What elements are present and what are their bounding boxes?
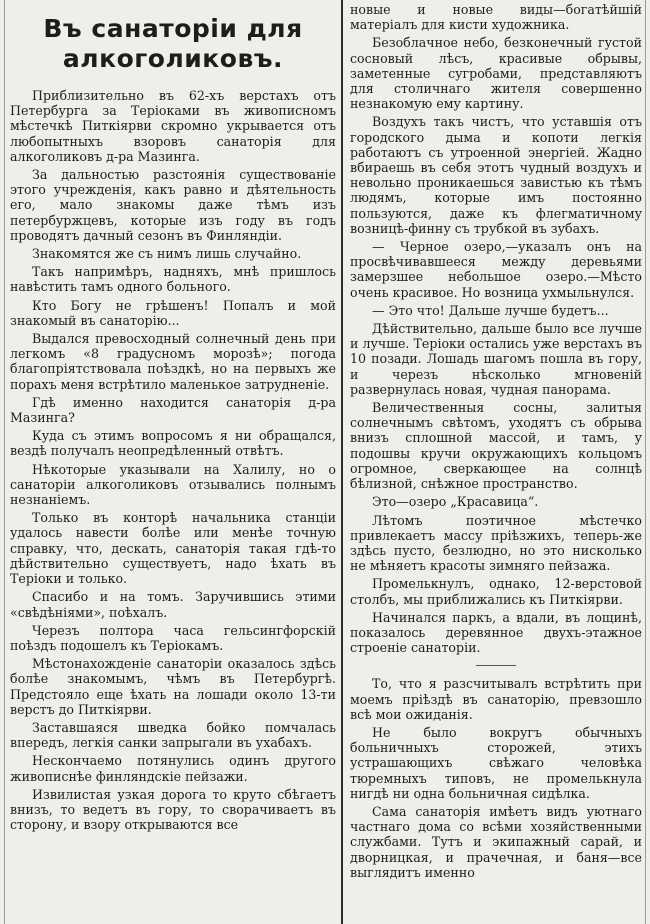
paragraph: Черезъ полтора часа гельсингфорскій поѣздъ подошелъ къ Теріокамъ. [10, 622, 336, 653]
right-column [350, 0, 642, 924]
right-continuation-text: новые и новые виды—богатѣйшій матеріалъ для кисти художника. [350, 2, 642, 33]
paragraph: — Это что! Дальше лучше будетъ... [372, 302, 609, 318]
paragraph: — Черное озеро,—указалъ онъ на просвѣчивавшееся между деревьями замерзшее небольшое озеро.—Мѣсто очень красивое. Но возница ухмыльнулся. [350, 239, 642, 300]
paragraph: Заставшаяся шведка бойко помчалась впередъ, легкія санки запрыгали въ ухабахъ. [10, 719, 336, 751]
paragraph: Сама санаторія имѣетъ видъ уютнаго частнаго дома со всѣми хозяйственными службами. Тутъ и экипажный сарай, и дворницкая, и прачечная, и баня—все выглядитъ именно [350, 803, 642, 880]
paragraph: Дѣйствительно, дальше было все лучше и лучше. Теріоки остались уже верстахъ въ 10 позади. Лошадь шагомъ пошла въ гору, и черезъ нѣсколько мгновеній развернулась новая, чудная панорама. [350, 321, 642, 397]
paragraph: Приблизительно въ 62-хъ верстахъ отъ Петербурга за Теріоками въ живописномъ мѣстечкѣ Питкіярви скромно укрывается отъ любопытныхъ взоровъ санаторія для алкоголиковъ д-ра Мазинга. [10, 88, 336, 164]
left-column-body [10, 88, 336, 832]
paragraph: Знакомятся же съ нимъ лишь случайно. [32, 246, 302, 262]
paragraph: Начинался паркъ, а вдали, въ лощинѣ, показалось деревянное двухъ-этажное строеніе санаторіи. [350, 609, 642, 656]
paragraph: Спасибо и на томъ. Заручившись этими «свѣдѣніями», поѣхалъ. [10, 589, 336, 620]
right-column-body-2 [350, 676, 642, 880]
paragraph: Величественныя сосны, залитыя солнечнымъ свѣтомъ, уходятъ съ обрыва внизъ сплошной массой, и тамъ, у подошвы кручи окружающихъ кольцомъ огромное, сверкающее на солнцѣ бѣлизной, снѣжное пространство. [350, 400, 642, 492]
paragraph: Нескончаемо потянулись одинъ другого живописнѣе финляндскіе пейзажи. [10, 753, 336, 784]
paragraph: Выдался превосходный солнечный день при легкомъ «8 градусномъ морозѣ»; погода благопріятствовала поѣздкѣ, но на первыхъ же порахъ меня встрѣтило маленькое затрудненіе. [10, 331, 336, 392]
section-separator [476, 665, 516, 666]
paragraph: Воздухъ такъ чистъ, что уставшія отъ городского дыма и копоти легкія работаютъ съ утроенной энергіей. Жадно вбираешь въ себя этотъ чудный воздухъ и невольно проникаешься завистью къ тѣмъ людямъ, которые имъ постоянно пользуются, даже къ флегматичному возницѣ-финну съ трубкой въ зубахъ. [350, 114, 642, 236]
paragraph: Не было вокругъ обычныхъ больничныхъ сторожей, этихъ устрашающихъ свѣжаго человѣка тюремныхъ типовъ, не промелькнула нигдѣ ни одна больничная сидѣлка. [350, 724, 642, 801]
paragraph: То, что я разсчитывалъ встрѣтить при моемъ пріѣздѣ въ санаторію, превзошло всѣ мои ожиданія. [350, 676, 642, 722]
paragraph: Куда съ этимъ вопросомъ я ни обращался, вездѣ получалъ неопредѣленный отвѣтъ. [10, 428, 336, 459]
column-divider [341, 0, 343, 924]
left-column [10, 0, 336, 924]
paragraph: Только въ конторѣ начальника станціи удалось навести болѣе или менѣе точную справку, что, дескать, санаторія такая гдѣ-то дѣйствительно существуетъ, надо ѣхать въ Теріоки и только. [10, 510, 336, 587]
paragraph: Это—озеро „Красавица“. [372, 494, 539, 510]
article-title: Въ санаторіи для алкоголиковъ. [43, 14, 303, 73]
right-border-rule [645, 0, 646, 924]
paragraph: Лѣтомъ поэтичное мѣстечко привлекаетъ массу пріѣзжихъ, теперь-же здѣсь пусто, безлюдно, но это нисколько не мѣняетъ красоты зимняго пейзажа. [350, 512, 642, 574]
paragraph: Гдѣ именно находится санаторія д-ра Мазинга? [10, 394, 336, 426]
paragraph: Извилистая узкая дорога то круто сбѣгаетъ внизъ, то ведетъ въ гору, то сворачиваетъ въ сторону, и взору открываются все [10, 786, 336, 833]
right-column-body [350, 35, 642, 655]
paragraph: Мѣстонахожденіе санаторіи оказалось здѣсь болѣе знакомымъ, чѣмъ въ Петербургѣ. Предстояло еще ѣхать на лошади около 13-ти верстъ до Питкіярви. [10, 656, 336, 717]
paragraph: За дальностью разстоянія существованіе этого учрежденія, какъ равно и дѣятельность его, мало знакомы даже тѣмъ изъ петербуржцевъ, которые изъ году въ годъ проводятъ дачный сезонъ въ Финляндіи. [10, 167, 336, 243]
paragraph: Безоблачное небо, безконечный густой сосновый лѣсъ, красивые обрывы, заметенные сугробами, представляютъ для столичнаго жителя совершенно незнакомую ему картину. [350, 35, 642, 112]
paragraph: Промелькнулъ, однако, 12-верстовой столбъ, мы приближались къ Питкіярви. [350, 576, 642, 607]
paragraph: Такъ напримѣръ, надняхъ, мнѣ пришлось навѣстить тамъ одного больного. [10, 264, 336, 295]
paragraph: Кто Богу не грѣшенъ! Попалъ и мой знакомый въ санаторію... [10, 297, 336, 328]
left-border-rule [4, 0, 5, 924]
paragraph: Нѣкоторые указывали на Халилу, но о санаторіи алкоголиковъ отзывались полнымъ незнаніемъ. [10, 461, 336, 508]
